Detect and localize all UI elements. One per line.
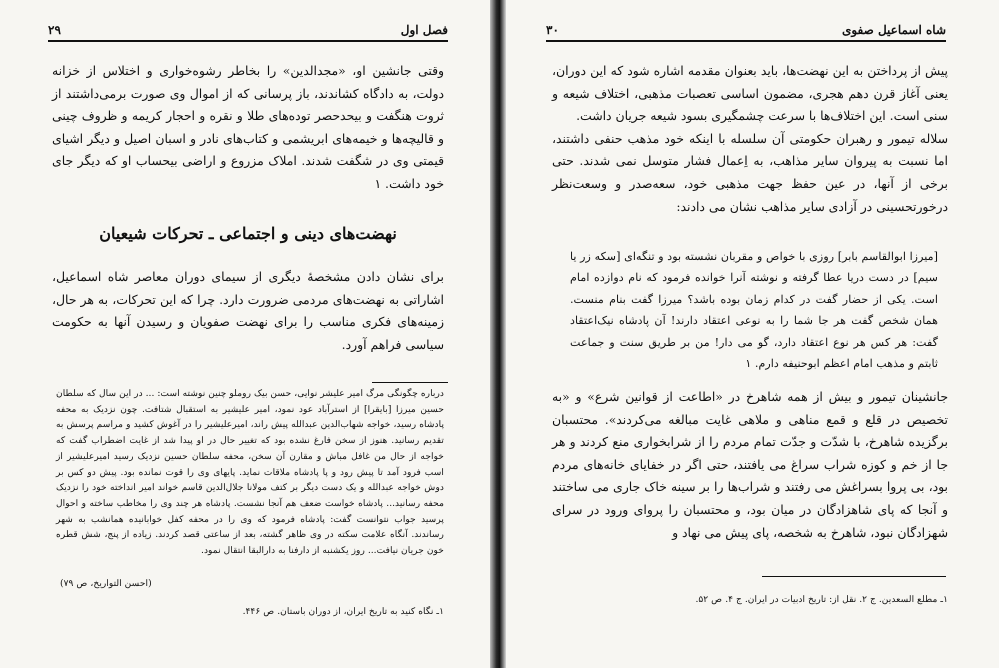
page-number: ۲۹: [48, 23, 61, 37]
right-paragraphs-1-2: [552, 60, 948, 218]
footnote-separator: [762, 576, 946, 577]
footnote-1: ۱ـ مطلع السعدین. ج ۲. نقل از: تاریخ ادبیات در ایران. ج ۴. ص ۵۲.: [695, 594, 948, 605]
footnote-main: درباره چگونگی مرگ امیر علیشر نوایی، حسن بیک روملو چنین نوشته است: ... در این سال که سلطان حسین میرزا [بایقرا] از استرآباد عود نمود، امیر علیشیر به استقبال شتافت. چون نزدیک به محفه پادشاه رسید، خواجه شهاب‌الدین عبدالله پیش راند، امیرعلیشیر را در آغوش کشید و مراسم پرسش به تقدیم رسانید. هنوز از سخن فارغ نشده بود که تغییر حال در او پیدا شد از غایت اضطراب گفت که خواجه از حال من غافل مباش و مقارن آن سخن، محفه سلطان حسین نزدیک رسید امیرعلیشیر از اسب فرود آمد تا پیش رود و پا پادشاه ملاقات نماید. پایهای وی را قوت نمانده بود. پیش دو کس بر دوش خواجه عبدالله و یک دست دیگر بر کتف مولانا جلال‌الدین قاسم خواند امیر انداخته خود را نزدیک محفه رسانید... پادشاه خواست ضعف هم آنجا نشست. پادشاه هر چند وی را مخاطب ساخته و احوال پرسید جواب نتوانست گفت: پادشاه فرمود که وی را در محفه کفل خوابانیده همانشب به شهر رساندند. آنگاه علامت سکته در وی ظاهر گشته، بعد از ساعتی قصد کردند. زیاده از پنج، شش قطره خون جریان نیافت... روز یکشنبه از دارفنا به دارالبقا انتقال نمود.: [56, 388, 444, 557]
chapter-title: شاه اسماعیل صفوی: [841, 23, 946, 37]
left-page: [0, 0, 490, 668]
left-paragraph-2: برای نشان دادن مشخصهٔ دیگری از سیمای دوران معاصر شاه اسماعیل، اشاراتی به نهضت‌های مردمی ضرورت دارد. چرا که این تحرکات، به هر حال، زمینه‌های فکری مناسب را برای نهضت صفویان و رسیدن آنها به حکومت سیاسی فراهم آورد.: [52, 269, 444, 352]
footnote-separator: [372, 382, 448, 383]
right-paragraph-3: جانشینان تیمور و بیش از همه شاهرخ در «اطاعت از قوانین شرع» و «به تخصیص در قلع و قمع مناهی و ملاهی غایت مبالغه می‌کردند». محتسبان برگزیده شاهرخ، با شدّت و جدّت تمام مردم را از شرابخواری منع کردند و هر جا از خم و کوزه شراب سراغ می یافتند، حتی اگر در خفایای خانه‌های مردم بود، بی پروا بسراغش می رفتند و شراب‌ها را بر سینه خاک جاری می ساختند و آنجا که پای شاهزادگان در میان بود، و محتسبان را پروای ورود در سرای شهزادگان نبود، شاهرخ به شخصه، پای پیش می نهاد و: [552, 389, 948, 540]
section-title: نهضت‌های دینی و اجتماعی ـ تحرکات شیعیان: [99, 224, 397, 243]
footnote-source: (احسن التواریخ، ص ۷۹): [60, 578, 152, 589]
book-gutter: [490, 0, 506, 668]
page-number: ۳۰: [546, 23, 559, 37]
left-page-header: [48, 20, 448, 42]
left-paragraph-1: وقتی جانشین او، «مجدالدین» را بخاطر رشوه‌خواری و اختلاس از خزانه دولت، به دادگاه کشاندند، باز پرسانی که از اموال وی صورت برمی‌داشتند از ثروت هنگفت و بیحد‌حصر تو‌ده‌های طلا و نقره و احجار کریمه و ظروف چینی و قالیچه‌ها و خیمه‌های ابریشمی و کتاب‌های نادر و اسبان اصیل و دیگر اشیای قیمتی وی در شگفت شدند. املاک مزروع و اراضی بیحساب او که دیگر جای خود داشت. ۱: [52, 63, 444, 191]
right-page-header: [546, 20, 946, 42]
block-quote: [میرزا ابوالقاسم بابر] روزی با خواص و مقربان نشسته بود و تنگه‌ای [سکه زر یا سیم] در دست دریا عطا گرفته و نوشته آنرا خوانده فرمود که نام دوازده امام است. یکی از حضار گفت در کدام زمان بوده باشد؟ میرزا گفت بنام منست. همان شخص گفت هر جا شما را به نوعی اعتقاد دارند! آن پادشاه نیک‌اعتقاد گفت: هر کس هر نوع اعتقاد دارد، گو می دار! من بر طریق سنت و جماعت ثابتم و مذهب امام اعظم ابوحنیفه دارم. ۱: [570, 250, 938, 371]
right-page: [506, 0, 999, 668]
right-paragraph-2: سلاله تیمور و رهبران حکومتی آن سلسله با اینکه خود مذهب حنفی داشتند، اما نسبت به پیروان سایر مذاهب، به اِعمال فشار متوسل نمی شدند. حتی برخی از آنها، در عین حفظ جهت مذهبی خود، سعه‌صدر و وسعت‌نظر درخورتحسینی در آزادی سایر مذاهب نشان می دادند:: [552, 130, 948, 214]
right-paragraph-1: پیش از پرداختن به این نهضت‌ها، باید بعنوان مقدمه اشاره شود که این دوران، یعنی آغاز قرن دهم هجری، مضمون اساسی تعصبات مذهبی، اختلاف شیعه و سنی است. این اختلاف‌ها با سرعت چشمگیری بسود شیعه جریان داشت.: [552, 63, 948, 124]
footnote-1: ۱ـ نگاه کنید به تاریخ ایران، از دوران باستان. ص ۴۴۶.: [242, 606, 444, 617]
chapter-title: فصل اول: [400, 23, 448, 37]
